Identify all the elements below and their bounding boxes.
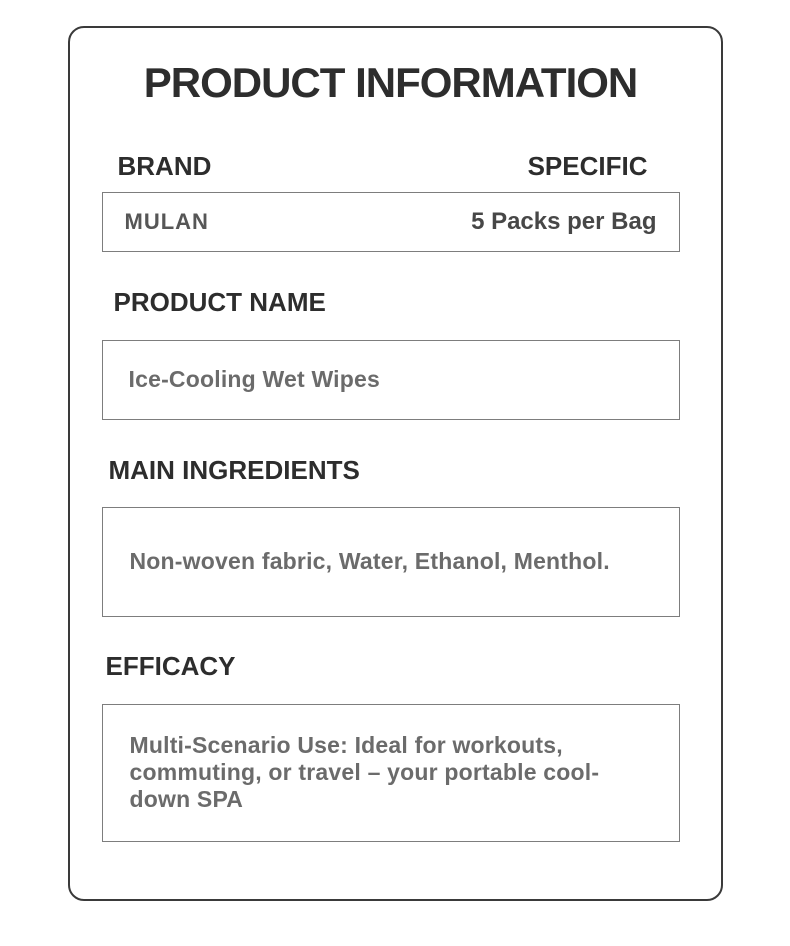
brand-specific-label-row (102, 152, 680, 182)
main-ingredients-value: Non-woven fabric, Water, Ethanol, Menthol. (129, 548, 610, 575)
efficacy-label: EFFICACY (105, 650, 236, 681)
page-title: PRODUCT INFORMATION (143, 59, 638, 106)
specific-label: SPECIFIC (527, 151, 648, 182)
brand-value: MULAN (124, 209, 209, 235)
efficacy-value: Multi-Scenario Use: Ideal for workouts, commuting, or travel – your portable cool-down SPA (129, 732, 600, 813)
specific-value: 5 Packs per Bag (471, 208, 657, 236)
product-name-value: Ice-Cooling Wet Wipes (128, 366, 380, 393)
main-ingredients-label: MAIN INGREDIENTS (108, 454, 360, 485)
product-information-card (68, 26, 723, 901)
product-name-box (102, 340, 680, 420)
main-ingredients-box (102, 507, 680, 617)
efficacy-box (102, 704, 680, 842)
brand-label: BRAND (117, 151, 212, 182)
brand-specific-box (102, 192, 680, 252)
product-name-label: PRODUCT NAME (113, 287, 326, 318)
